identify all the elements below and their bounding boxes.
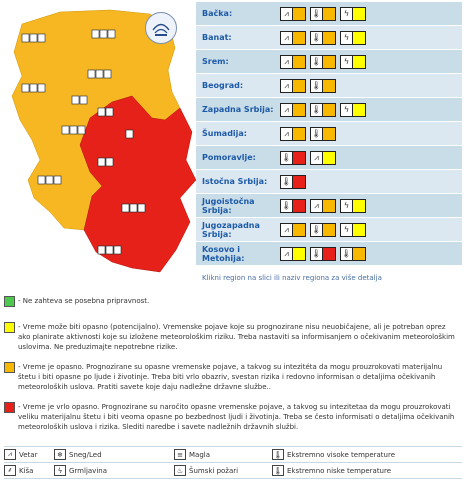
- legend-item-red: [4, 402, 460, 432]
- legend-swatch-orange: [4, 362, 15, 373]
- phenomena-row: [4, 447, 462, 463]
- thermometer-high-icon: 🌡: [273, 450, 283, 459]
- help-text: Klikni region na slici ili naziv regiona za više detalja: [202, 274, 382, 282]
- warning-level-yellow: [353, 31, 366, 45]
- wind-icon: ⩘: [310, 151, 323, 165]
- phenomena-item: [4, 465, 54, 476]
- thermometer-low-icon: 🌡: [273, 466, 283, 475]
- thermometer-icon: 🌡: [310, 103, 323, 117]
- warning-group: [340, 199, 366, 213]
- phenomena-item: [174, 449, 272, 460]
- thunderstorm-icon: ϟ: [54, 465, 66, 476]
- warning-group: [310, 247, 336, 261]
- warning-level-orange: [293, 127, 306, 141]
- thunderstorm-icon: ϟ: [340, 199, 353, 213]
- region-name-link[interactable]: Banat:: [202, 33, 232, 42]
- region-row[interactable]: [196, 98, 462, 121]
- snow-ice-icon: ❄: [54, 449, 66, 460]
- phenomena-label: Šumski požari: [189, 466, 239, 475]
- warning-level-yellow: [353, 223, 366, 237]
- thermometer-icon: 🌡: [310, 223, 323, 237]
- warning-level-yellow: [323, 151, 336, 165]
- phenomena-label: Vetar: [19, 450, 38, 459]
- warning-level-orange: [323, 127, 336, 141]
- phenomena-legend: [4, 446, 462, 479]
- warning-level-orange: [323, 55, 336, 69]
- region-row[interactable]: [196, 218, 462, 241]
- legend-swatch-yellow: [4, 322, 15, 333]
- warning-group: [280, 175, 306, 189]
- warning-level-orange: [353, 247, 366, 261]
- warning-group: [280, 55, 306, 69]
- warning-level-orange: [323, 7, 336, 21]
- thermometer-icon: 🌡: [310, 247, 323, 261]
- legend-text-red: - Vreme je vrlo opasno. Prognozirane su naročito opasne vremenske pojave, a takvog su intezitetaa da mogu prouzrokovati veliku materijalnu štetu i biti veoma opasne po bezbednost ljudi i životinja. Treba se često informisati o detaljima očekivanih meteoroloških uslova i rizika. Slediti naredbe i savete nadležnih državnih službi.: [18, 403, 455, 431]
- warning-group: [280, 31, 306, 45]
- phenomena-label: Ekstremno visoke temperature: [287, 450, 396, 459]
- warning-group: [310, 31, 336, 45]
- thunderstorm-icon: ϟ: [340, 7, 353, 21]
- region-name-link[interactable]: Beograd:: [202, 81, 244, 90]
- region-row[interactable]: [196, 26, 462, 49]
- warning-group: [280, 247, 306, 261]
- region-row[interactable]: [196, 194, 462, 217]
- fog-icon: ≡: [174, 449, 186, 460]
- warning-level-orange: [323, 223, 336, 237]
- warning-level-yellow: [353, 103, 366, 117]
- warning-map[interactable]: [0, 0, 197, 290]
- warning-group: [340, 31, 366, 45]
- legend-item-yellow: [4, 322, 460, 352]
- regions-table: [196, 2, 462, 266]
- warning-level-red: [323, 247, 336, 261]
- region-row[interactable]: [196, 50, 462, 73]
- warning-group: [340, 247, 366, 261]
- legend-item-green: [4, 296, 460, 306]
- region-name-link[interactable]: Jugozapadna Srbija:: [202, 220, 260, 239]
- warning-group: [280, 79, 306, 93]
- phenomena-label: Ekstremno niske temperature: [287, 466, 392, 475]
- region-row[interactable]: [196, 2, 462, 25]
- thermometer-icon: 🌡: [310, 7, 323, 21]
- warning-level-orange: [293, 79, 306, 93]
- thermometer-icon: 🌡: [310, 31, 323, 45]
- region-row[interactable]: [196, 242, 462, 265]
- region-name-link[interactable]: Bačka:: [202, 9, 233, 18]
- region-row[interactable]: [196, 146, 462, 169]
- warning-level-orange: [323, 31, 336, 45]
- phenomena-item: [4, 449, 54, 460]
- region-name-link[interactable]: Zapadna Srbija:: [202, 105, 274, 114]
- warning-level-red: [293, 151, 306, 165]
- legend-text-orange: - Vreme je opasno. Prognozirane su opasne vremenske pojave, a takvog su intezitéta da mogu prouzrokovati materijalnu štetu i biti opasne po ljude i životinje. Treba biti vrlo obazriv, svestan rizika i redovno informisan o detaljima očekivanih meteoroloških uslova. Pratiti savete koje daju nadležne državne službe..: [18, 363, 443, 391]
- thermometer-icon: 🌡: [280, 151, 293, 165]
- warning-group: [280, 151, 306, 165]
- warning-level-yellow: [353, 199, 366, 213]
- region-row[interactable]: [196, 170, 462, 193]
- region-name-link[interactable]: Kosovo i Metohija:: [202, 244, 245, 263]
- wind-icon: ⩘: [280, 223, 293, 237]
- wind-icon: ⩘: [310, 199, 323, 213]
- wind-icon: ⩘: [280, 103, 293, 117]
- phenomena-label: Sneg/Led: [69, 450, 102, 459]
- thermometer-icon: 🌡: [280, 175, 293, 189]
- warning-group: [280, 7, 306, 21]
- wind-icon: ⩘: [280, 55, 293, 69]
- warning-group: [310, 199, 336, 213]
- wind-icon: ⩘: [280, 247, 293, 261]
- thermometer-icon: 🌡: [310, 79, 323, 93]
- warning-group: [280, 223, 306, 237]
- wind-icon: ⩘: [280, 79, 293, 93]
- phenomena-row: [4, 463, 462, 479]
- warning-group: [310, 103, 336, 117]
- warning-group: [310, 79, 336, 93]
- warning-group: [280, 127, 306, 141]
- region-name-link[interactable]: Pomoravlje:: [202, 153, 256, 162]
- phenomena-label: Grmljavina: [69, 466, 107, 475]
- thermometer-icon: 🌡: [280, 199, 293, 213]
- warning-group: [340, 55, 366, 69]
- thermometer-icon: 🌡: [340, 247, 353, 261]
- legend-text-green: - Ne zahteva se posebna pripravnost.: [18, 297, 150, 305]
- warning-level-orange: [293, 7, 306, 21]
- warning-level-orange: [323, 103, 336, 117]
- wind-icon: ⩘: [280, 7, 293, 21]
- rhmz-logo: [145, 12, 177, 44]
- warning-level-orange: [323, 199, 336, 213]
- warning-group: [310, 151, 336, 165]
- phenomena-item: [174, 465, 272, 476]
- warning-group: [340, 7, 366, 21]
- thunderstorm-icon: ϟ: [340, 103, 353, 117]
- region-name-link[interactable]: Istočna Srbija:: [202, 177, 268, 186]
- warning-group: [280, 199, 306, 213]
- warning-level-orange: [293, 55, 306, 69]
- legend-swatch-red: [4, 402, 15, 413]
- warning-level-orange: [293, 103, 306, 117]
- warning-level-orange: [293, 223, 306, 237]
- phenomena-item: [272, 449, 462, 460]
- warning-level-orange: [293, 31, 306, 45]
- thunderstorm-icon: ϟ: [340, 31, 353, 45]
- legend-item-orange: [4, 362, 460, 392]
- warning-group: [310, 223, 336, 237]
- legend-text-yellow: - Vreme može biti opasno (potencijalno). Vremenske pojave koje su prognozirane nisu neuobičajene, ali je potreban oprez ako planirate aktivnosti koje su izložene meteorološkim riziku. Treba nastaviti sa informisanjem o očekivanim meteorološkim uslovima. Ne preduzimajte nepotrebne rizike.: [18, 323, 455, 351]
- phenomena-label: Magla: [189, 450, 211, 459]
- legend-swatch-green: [4, 296, 15, 307]
- thunderstorm-icon: ϟ: [340, 55, 353, 69]
- thermometer-icon: 🌡: [310, 55, 323, 69]
- phenomena-item: [54, 449, 174, 460]
- warning-level-yellow: [293, 247, 306, 261]
- wind-icon: ⩘: [280, 127, 293, 141]
- warning-group: [280, 103, 306, 117]
- warning-level-red: [293, 175, 306, 189]
- warning-group: [340, 223, 366, 237]
- phenomena-label: Kiša: [19, 466, 34, 475]
- warning-level-orange: [323, 79, 336, 93]
- warning-level-yellow: [353, 7, 366, 21]
- phenomena-item: [54, 465, 174, 476]
- phenomena-item: [272, 465, 462, 476]
- wind-icon: ⩘: [280, 31, 293, 45]
- region-row[interactable]: [196, 74, 462, 97]
- region-name-link[interactable]: Jugoistočna Srbija:: [202, 196, 255, 215]
- region-name-link[interactable]: Šumadija:: [202, 129, 247, 138]
- warning-group: [340, 103, 366, 117]
- forest-fire-icon: ♨: [174, 465, 186, 476]
- thunderstorm-icon: ϟ: [340, 223, 353, 237]
- warning-group: [310, 7, 336, 21]
- thermometer-icon: 🌡: [310, 127, 323, 141]
- warning-group: [310, 55, 336, 69]
- warning-level-yellow: [353, 55, 366, 69]
- region-name-link[interactable]: Srem:: [202, 57, 229, 66]
- warning-group: [310, 127, 336, 141]
- region-row[interactable]: [196, 122, 462, 145]
- warning-level-red: [293, 199, 306, 213]
- wind-icon: ⩘: [4, 449, 16, 460]
- rain-icon: ⸙: [4, 465, 16, 476]
